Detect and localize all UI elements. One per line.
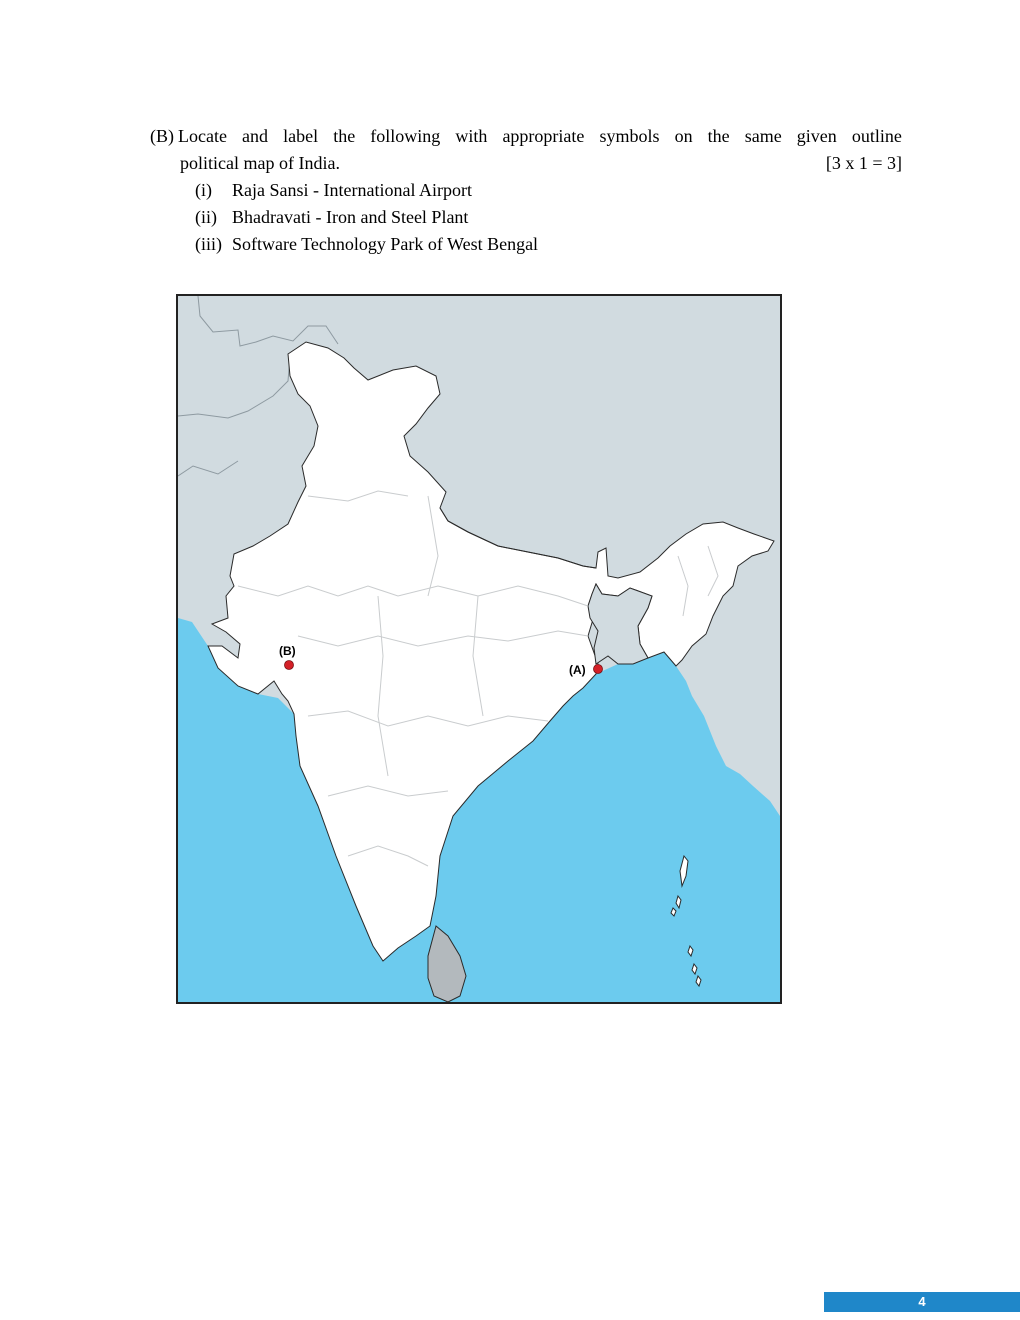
question-word: symbols bbox=[599, 126, 660, 146]
question-items bbox=[150, 177, 902, 258]
item-number: (iii) bbox=[195, 234, 222, 254]
question-word: on bbox=[674, 126, 693, 146]
question-word: outline bbox=[851, 126, 902, 146]
question-word: the bbox=[707, 126, 730, 146]
neighbour-border bbox=[198, 296, 338, 346]
question-word: same bbox=[744, 126, 782, 146]
list-item bbox=[195, 177, 902, 204]
question-word: given bbox=[796, 126, 837, 146]
map-svg bbox=[178, 296, 780, 1002]
india-outline-map bbox=[176, 294, 782, 1004]
item-text: Bhadravati - Iron and Steel Plant bbox=[232, 207, 469, 227]
page-number: 4 bbox=[918, 1294, 926, 1309]
question-text-line-2: political map of India. bbox=[180, 153, 340, 173]
question-word: Locate bbox=[178, 126, 227, 146]
question-label: (B) bbox=[150, 126, 174, 146]
question-text-line-1 bbox=[178, 123, 902, 150]
neighbour-border bbox=[178, 356, 290, 418]
question-word: label bbox=[283, 126, 319, 146]
item-text: Software Technology Park of West Bengal bbox=[232, 234, 539, 254]
marker-a-dot bbox=[594, 665, 603, 674]
question-word: and bbox=[242, 126, 269, 146]
item-number: (i) bbox=[195, 180, 212, 200]
page-number-bar bbox=[824, 1292, 1020, 1312]
marker-b-label: (B) bbox=[279, 644, 296, 658]
question-line-1 bbox=[150, 123, 902, 150]
item-text: Raja Sansi - International Airport bbox=[232, 180, 472, 200]
question-word: following bbox=[370, 126, 441, 146]
question-word: with bbox=[455, 126, 488, 146]
question-word: the bbox=[333, 126, 356, 146]
question-block bbox=[150, 123, 902, 258]
question-word: appropriate bbox=[502, 126, 585, 146]
list-item bbox=[195, 204, 902, 231]
marker-a-label: (A) bbox=[569, 663, 586, 677]
item-number: (ii) bbox=[195, 207, 217, 227]
question-marks: [3 x 1 = 3] bbox=[825, 153, 902, 173]
neighbour-border bbox=[178, 461, 238, 476]
marker-b-dot bbox=[285, 661, 294, 670]
question-line-2 bbox=[150, 150, 902, 177]
list-item bbox=[195, 231, 902, 258]
